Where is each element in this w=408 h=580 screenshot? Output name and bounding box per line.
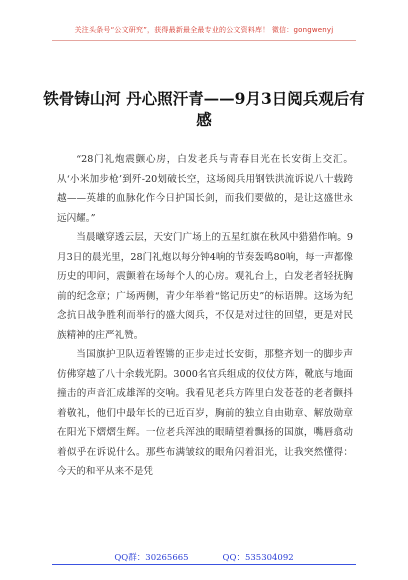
paragraph-morning-salute: 当晨曦穿透云层，天安门广场上的五星红旗在秋风中猎猎作响。9月3日的晨光里，28门礼炮以每分钟4响的节奏轰鸣80响，每一声都像历史的叩问，震颤着在场每个人的心房。观礼台上，白发老者轻抚胸前的纪念章；广场两侧，青少年举着“铭记历史”的标语牌。这场为纪念抗日战争胜利而举行的盛大阅兵，不仅是对过往的回望，更是对民族精神的庄严礼赞。 bbox=[57, 232, 353, 341]
header-divider bbox=[52, 40, 356, 41]
paragraph-quote: “28门礼炮震颤心房，白发老兵与青春目光在长安街上交汇。从‘小米加步枪’到歼-20划破长空，这场阅兵用钢铁洪流诉说八十载跨越——英雄的血脉化作今日护国长剑，而我们要做的，是让这盛世永远闪耀。” bbox=[57, 154, 353, 224]
header-banner: 关注头条号“公文研究”，获得最新最全最专业的公文资料库！ 微信：gongwenyj bbox=[74, 26, 334, 34]
footer-qq-group: QQ群：30265665 bbox=[114, 553, 189, 563]
footer-contact bbox=[0, 551, 408, 563]
document-title: 铁骨铸山河 丹心照汗青——9月3日阅兵观后有感 bbox=[43, 89, 365, 129]
footer-qq: QQ：535304092 bbox=[222, 553, 294, 563]
paragraph-honor-guard: 当国旗护卫队迈着铿锵的正步走过长安街，那整齐划一的脚步声仿佛穿越了八十余载光阴。3000名官兵组成的仪仗方阵，靴底与地面撞击的声音汇成雄浑的交响。我看见老兵方阵里白发苍苍的老者颤抖着敬礼，他们中最年长的已近百岁，胸前的独立自由勋章、解放勋章在阳光下熠熠生辉。一位老兵浑浊的眼睛望着飘扬的国旗，嘴唇翕动着似乎在诉说什么。那些布满皱纹的眼角闪着泪光，让我突然懂得：今天的和平从来不是凭 bbox=[57, 349, 353, 477]
document-body bbox=[57, 150, 353, 482]
footer-divider bbox=[52, 564, 356, 565]
